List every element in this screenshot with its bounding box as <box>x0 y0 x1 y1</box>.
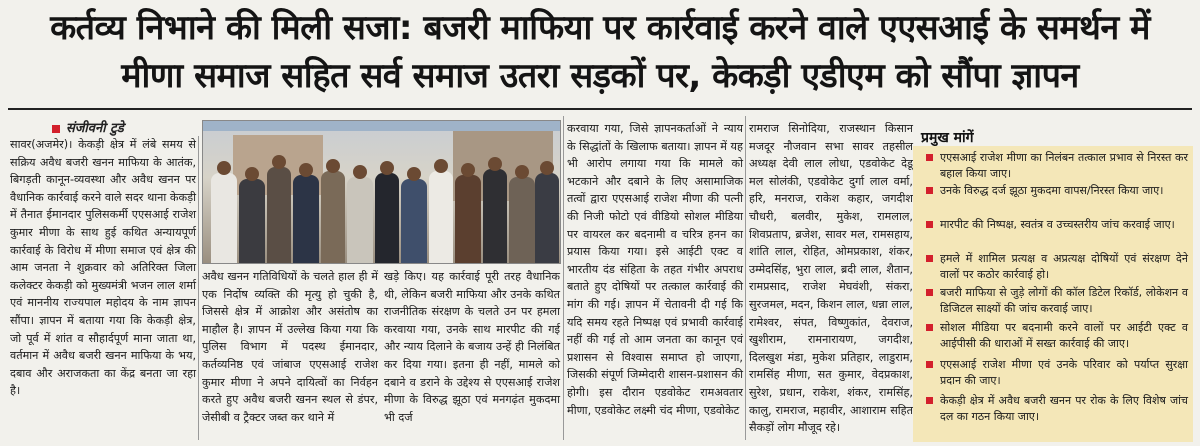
demand-item <box>926 150 1188 181</box>
bullet-square-icon <box>926 255 933 262</box>
news-photo <box>202 120 561 264</box>
demands-title: प्रमुख मांगें <box>921 130 974 146</box>
column-text: रामराज सिनोदिया, राजस्थान किसान मजदूर नौजवान सभा सावर तहसील अध्यक्ष देवी लाल लोधा, एडवोकेट देडू मल सोलंकी, एडवोकेट दुर्गा लाल वर्मा, हरि, मनराज, राकेश कहार, जगदीश चौधरी, बलवीर, मुकेश, रामलाल, शिवप्रताप, ब्रजेश, सावर मल, रामसहाय, शांति लाल, रोहित, ओमप्रकाश, शंकर, उम्मेदसिंह, भुरा लाल, ब्रदी लाल, शैतान, रामप्रसाद, राजेश मेघवंशी, संकरा, सुरजमल, मदन, किशन लाल, धन्ना लाल, रामेश्वर, संपत, विष्णुकांत, देवराज, खुशीराम, रामनारायण, जगदीश, दिलखुश मंडा, मुकेश प्रतिहार, लाडुराम, रामसिंह मीणा, सत कुमार, वेदप्रकाश, सुरेश, प्रधान, राकेश, शंकर, रामसिंह, कालु, रामराज, महावीर, आशाराम सहित सैकड़ों लोग मौजूद रहे। <box>749 122 913 435</box>
bullet-square-icon <box>926 154 933 161</box>
demand-item <box>926 320 1188 351</box>
article-column-3 <box>384 268 560 426</box>
demand-item <box>926 251 1188 282</box>
byline-text: संजीवनी टुडे <box>66 121 124 136</box>
demand-text: उनके विरुद्ध दर्ज झूठा मुकदमा वापस/निरस्त किया जाए। <box>940 184 1164 197</box>
bullet-square-icon <box>926 187 933 194</box>
column-text: अवैध खनन गतिविधियों के चलते हाल ही में एक निर्दोष व्यक्ति की मृत्यु हो चुकी है, जिससे क्षेत्र में आक्रोश और असंतोष का माहौल है। ज्ञापन में उल्लेख किया गया कि पुलिस विभाग में पदस्थ ईमानदार, कर्तव्यनिष्ठ एवं जांबाज एएसआई राजेश कुमार मीणा ने अपने दायित्वों का निर्वहन करते हुए अवैध बजरी खनन स्थल से डंपर, जेसीबी व ट्रैक्टर जब्त कर थाने में <box>202 270 378 424</box>
demand-text: मारपीट की निष्पक्ष, स्वतंत्र व उच्चस्तरीय जांच करवाई जाए। <box>940 218 1175 231</box>
bullet-square-icon <box>926 397 933 404</box>
column-divider <box>563 116 564 440</box>
column-text: खड़े किए। यह कार्रवाई पूरी तरह वैधानिक थी, लेकिन बजरी माफिया और उनके कथित राजनीतिक संरक्षण के चलते उन पर हमला करवाया गया, उनके साथ मारपीट की गई और न्याय दिलाने के बजाय उन्हें ही निलंबित कर दिया गया। इतना ही नहीं, मामले को दबाने व डराने के उद्देश्य से एएसआई राजेश मीणा के विरुद्ध झूठा एवं मनगढ़ंत मुकदमा भी दर्ज <box>384 270 560 424</box>
column-text: सावर(अजमेर)। केकड़ी क्षेत्र में लंबे समय से सक्रिय अवैध बजरी खनन माफिया के आतंक, बिगड़ती कानून-व्यवस्था और अवैध खनन पर वैधानिक कार्रवाई करने वाले सदर थाना केकड़ी में तैनात ईमानदार पुलिसकर्मी एएसआई राजेश कुमार मीणा के साथ हुई कथित अन्यायपूर्ण कार्रवाई के विरोध में मीणा समाज एवं क्षेत्र की आम जनता ने शुक्रवार को अतिरिक्त जिला कलेक्टर केकड़ी को मुख्यमंत्री भजन लाल शर्मा एवं माननीय राज्यपाल महोदय के नाम ज्ञापन सौंपा। ज्ञापन में बताया गया कि केकड़ी क्षेत्र, जो पूर्व में शांत व सौहार्दपूर्ण माना जाता था, वर्तमान में अवैध बजरी खनन माफिया के भय, दबाव और अराजकता का केंद्र बनता जा रहा है। <box>10 138 196 398</box>
column-text: करवाया गया, जिसे ज्ञापनकर्ताओं ने न्याय के सिद्धांतों के खिलाफ बताया। ज्ञापन में यह भी आरोप लगाया गया कि मामले को भटकाने और दबाने के लिए असामाजिक तत्वों द्वारा एएसआई राजेश मीणा की पत्नी की निजी फोटो एवं वीडियो सोशल मीडिया पर वायरल कर बदनामी व चरित्र हनन का प्रयास किया गया। इसे आईटी एक्ट व भारतीय दंड संहिता के तहत गंभीर अपराध बताते हुए दोषियों पर तत्काल कार्रवाई की मांग की गई। ज्ञापन में चेतावनी दी गई कि यदि समय रहते निष्पक्ष एवं प्रभावी कार्रवाई नहीं की गई तो आम जनता का कानून एवं प्रशासन से विश्वास समाप्त हो जाएगा, जिसकी संपूर्ण जिम्मेदारी शासन-प्रशासन की होगी। इस दौरान एडवोकेट रामअवतार मीणा, एडवोकेट लक्ष्मी चंद मीणा, एडवोकेट <box>567 122 743 417</box>
article-column-2 <box>202 268 378 426</box>
demand-text: एएसआई राजेश मीणा एवं उनके परिवार को पर्याप्त सुरक्षा प्रदान की जाए। <box>940 358 1188 387</box>
byline <box>52 118 124 136</box>
headline <box>8 4 1192 100</box>
bullet-square-icon <box>926 324 933 331</box>
demand-item <box>926 285 1188 316</box>
bullet-square-icon <box>926 361 933 368</box>
bullet-square-icon <box>52 125 60 133</box>
demand-text: सोशल मीडिया पर बदनामी करने वालों पर आईटी एक्ट व आईपीसी की धाराओं में सख्त कार्रवाई की जाए। <box>940 321 1188 350</box>
bullet-square-icon <box>926 289 933 296</box>
article-column-5 <box>749 120 913 437</box>
demand-text: हमले में शामिल प्रत्यक्ष व अप्रत्यक्ष दोषियों एवं संरक्षण देने वालों पर कठोर कार्रवाई हो। <box>940 252 1188 281</box>
article-column-1 <box>10 136 196 400</box>
column-divider <box>745 116 746 440</box>
demand-item <box>926 217 1188 233</box>
demand-item <box>926 357 1188 388</box>
headline-line-1: कर्तव्य निभाने की मिली सजा: बजरी माफिया पर कार्रवाई करने वाले एएसआई के समर्थन में <box>50 8 1150 48</box>
article-column-4 <box>567 120 743 419</box>
demand-text: बजरी माफिया से जुड़े लोगों की कॉल डिटेल रिकॉर्ड, लोकेशन व डिजिटल साक्ष्यों की जांच करवाई जाए। <box>940 286 1188 315</box>
column-divider <box>198 136 199 440</box>
demand-item <box>926 393 1188 424</box>
headline-rule <box>8 108 1192 110</box>
demand-text: केकड़ी क्षेत्र में अवैध बजरी खनन पर रोक के लिए विशेष जांच दल का गठन किया जाए। <box>940 394 1188 423</box>
bullet-square-icon <box>926 221 933 228</box>
demand-item <box>926 183 1188 199</box>
headline-line-2: मीणा समाज सहित सर्व समाज उतरा सड़कों पर, केकड़ी एडीएम को सौंपा ज्ञापन <box>121 56 1079 96</box>
demand-text: एएसआई राजेश मीणा का निलंबन तत्काल प्रभाव से निरस्त कर बहाल किया जाए। <box>940 151 1188 180</box>
